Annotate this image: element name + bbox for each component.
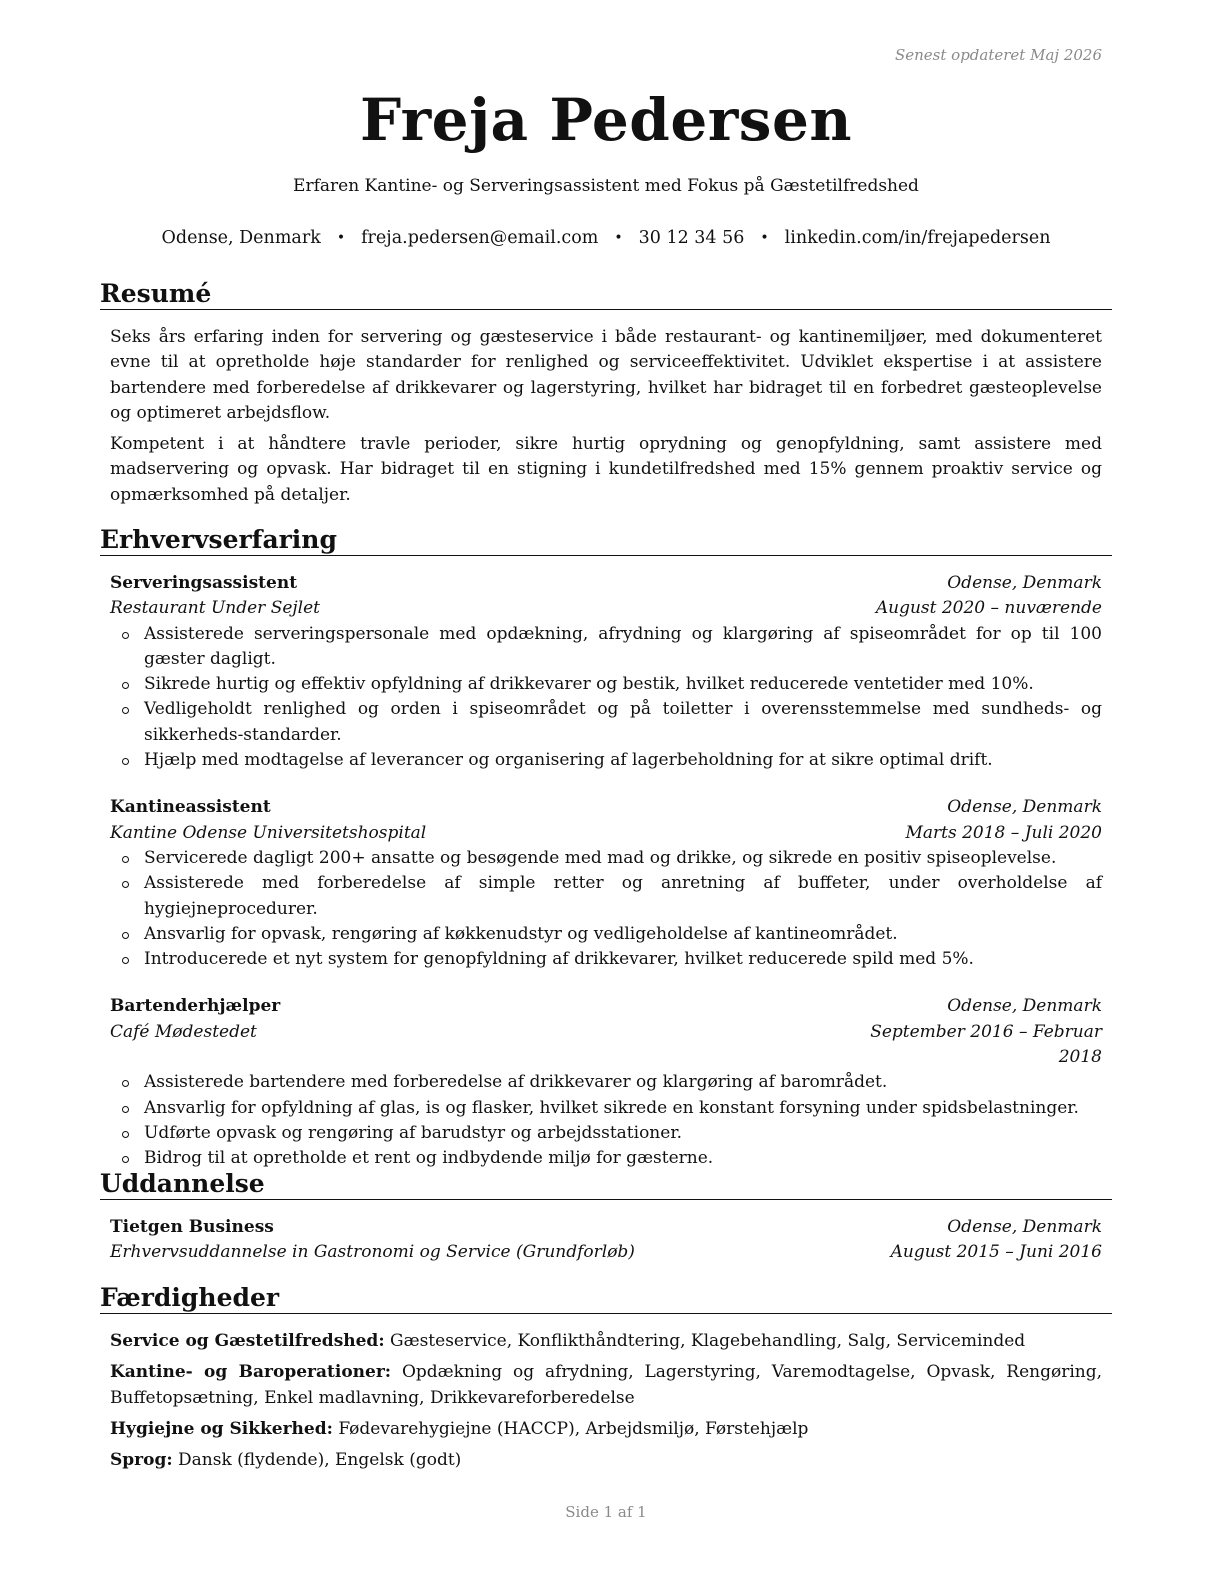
education-entry <box>110 1215 1102 1266</box>
contact-location: Odense, Denmark <box>161 228 321 248</box>
tagline: Erfaren Kantine- og Serveringsassistent med Fokus på Gæstetilfredshed <box>293 176 919 196</box>
circle-bullet-icon <box>122 881 129 888</box>
bullet-text: Bidrog til at opretholde et rent og indbydende miljø for gæsterne. <box>144 1148 714 1169</box>
bullet-text: Assisterede med forberedelse af simple retter og anretning af buffeter, under overholdelse af hygiejneprocedurer. <box>144 873 1102 919</box>
job-company: Café Mødestedet <box>110 1021 257 1042</box>
bullet-text: Assisterede serveringspersonale med opdækning, afrydning og klargøring af spiseområdet for op til 100 gæster dagligt. <box>144 623 1102 669</box>
skill-label: Hygiejne og Sikkerhed: <box>110 1418 333 1439</box>
circle-bullet-icon <box>122 932 129 939</box>
circle-bullet-icon <box>122 632 129 639</box>
bullet-text: Ansvarlig for opvask, rengøring af køkkenudstyr og vedligeholdelse af kantineområdet. <box>144 923 898 944</box>
last-updated: Senest opdateret Maj 2026 <box>894 46 1102 64</box>
resume-page <box>100 0 1112 1584</box>
job-location: Odense, Denmark <box>947 797 1102 818</box>
list-item <box>110 1146 1102 1171</box>
job-bullets <box>110 1070 1102 1171</box>
list-item <box>110 622 1102 673</box>
circle-bullet-icon <box>122 1131 129 1138</box>
education-heading: Uddannelse <box>100 1169 1112 1200</box>
bullet-text: Assisterede bartendere med forberedelse af drikkevarer og klargøring af barområdet. <box>144 1072 888 1093</box>
list-item <box>110 871 1102 922</box>
job-entry <box>110 994 1102 1171</box>
candidate-name: Freja Pedersen <box>359 86 853 154</box>
bullet-text: Servicerede dagligt 200+ ansatte og besøgende med mad og drikke, og sikrede en positiv spiseoplevelse. <box>144 847 1057 868</box>
job-title: Bartenderhjælper <box>110 996 281 1017</box>
skill-group <box>110 1360 1102 1411</box>
job-entry <box>110 795 1102 972</box>
job-title: Serveringsassistent <box>110 573 298 593</box>
skills-section <box>100 1283 1112 1473</box>
circle-bullet-icon <box>122 1156 129 1163</box>
job-dates: August 2020 – nuværende <box>875 598 1102 619</box>
skill-items: Fødevarehygiejne (HACCP), Arbejdsmiljø, Førstehjælp <box>338 1418 809 1439</box>
job-bullets <box>110 846 1102 972</box>
list-item <box>110 1070 1102 1095</box>
job-entry <box>110 571 1102 773</box>
job-dates: Marts 2018 – Juli 2020 <box>905 822 1102 843</box>
skill-items: Gæsteservice, Konflikthåndtering, Klagebehandling, Salg, Serviceminded <box>390 1331 1026 1351</box>
job-location: Odense, Denmark <box>947 573 1102 593</box>
circle-bullet-icon <box>122 856 129 863</box>
page-number: Side 1 af 1 <box>565 1503 647 1521</box>
contact-phone: 30 12 34 56 <box>638 228 745 248</box>
bullet-text: Introducerede et nyt system for genopfyldning af drikkevarer, hvilket reducerede spild med 5%. <box>144 949 974 970</box>
separator-bullet: • <box>336 230 346 246</box>
summary-section <box>100 279 1112 508</box>
job-bullets <box>110 622 1102 774</box>
contact-email[interactable]: freja.pedersen@email.com <box>361 228 599 248</box>
bullet-text: Sikrede hurtig og effektiv opfyldning af drikkevarer og bestik, hvilket reducerede ventetider med 10%. <box>144 674 1034 695</box>
list-item <box>110 697 1102 748</box>
circle-bullet-icon <box>122 682 129 689</box>
list-item <box>110 846 1102 871</box>
separator-bullet: • <box>760 230 769 246</box>
circle-bullet-icon <box>122 758 129 765</box>
skill-group <box>110 1417 1102 1442</box>
summary-heading: Resumé <box>100 279 1112 310</box>
bullet-text: Udførte opvask og rengøring af barudstyr og arbejdsstationer. <box>144 1122 682 1143</box>
education-dates: August 2015 – Juni 2016 <box>890 1242 1102 1263</box>
skill-group <box>110 1448 1102 1473</box>
skill-label: Kantine- og Baroperationer: <box>110 1362 392 1383</box>
skill-items: Opdækning og afrydning, Lagerstyring, Varemodtagelse, Opvask, Rengøring, Buffetopsætning, Enkel madlavning, Drikkevareforberedelse <box>110 1362 1103 1408</box>
degree: Erhvervsuddannelse in Gastronomi og Service (Grundforløb) <box>110 1242 635 1263</box>
skills-heading: Færdigheder <box>100 1283 1112 1314</box>
bullet-text: Ansvarlig for opfyldning af glas, is og flasker, hvilket sikrede en konstant forsyning under spidsbelastninger. <box>144 1097 1079 1118</box>
job-dates: September 2016 – Februar 2018 <box>870 1021 1102 1068</box>
list-item <box>110 922 1102 947</box>
education-section <box>100 1169 1112 1266</box>
list-item <box>110 1121 1102 1146</box>
list-item <box>110 672 1102 697</box>
summary-paragraph: Seks års erfaring inden for servering og gæsteservice i både restaurant- og kantinemiljøer, med dokumenteret evne til at opretholde høje standarder for renlighed og serviceeffektivitet. Udviklet ekspertise i at assistere bartendere med forberedelse af drikkevarer og lagerstyring, hvilket har bidraget til en forbedret gæsteoplevelse og optimeret arbejdsflow. <box>110 327 1102 423</box>
skill-items: Dansk (flydende), Engelsk (godt) <box>178 1450 462 1471</box>
school-name: Tietgen Business <box>110 1217 274 1237</box>
contact-line <box>100 228 1112 248</box>
job-company: Kantine Odense Universitetshospital <box>110 822 427 843</box>
separator-bullet: • <box>614 230 623 246</box>
bullet-text: Hjælp med modtagelse af leverancer og organisering af lagerbeholdning for at sikre optimal drift. <box>144 750 993 771</box>
experience-heading: Erhvervserfaring <box>100 525 1112 556</box>
experience-section <box>100 525 1112 1172</box>
job-company: Restaurant Under Sejlet <box>110 598 321 619</box>
list-item <box>110 1096 1102 1121</box>
summary-paragraph: Kompetent i at håndtere travle perioder, sikre hurtig oprydning og genopfyldning, samt assistere med madservering og opvask. Har bidraget til en stigning i kundetilfredshed med 15% gennem proaktiv service og opmærksomhed på detaljer. <box>110 434 1102 505</box>
list-item <box>110 748 1102 773</box>
skill-label: Sprog: <box>110 1450 173 1471</box>
skill-group <box>110 1329 1102 1354</box>
circle-bullet-icon <box>122 1080 129 1087</box>
circle-bullet-icon <box>122 957 129 964</box>
bullet-text: Vedligeholdt renlighed og orden i spiseområdet og på toiletter i overensstemmelse med sundheds- og sikkerheds-standarder. <box>144 699 1102 745</box>
job-location: Odense, Denmark <box>947 996 1102 1017</box>
circle-bullet-icon <box>122 707 129 714</box>
job-title: Kantineassistent <box>110 797 271 818</box>
school-location: Odense, Denmark <box>947 1217 1102 1237</box>
contact-linkedin[interactable]: linkedin.com/in/frejapedersen <box>784 228 1051 248</box>
skill-label: Service og Gæstetilfredshed: <box>110 1331 385 1351</box>
list-item <box>110 947 1102 972</box>
circle-bullet-icon <box>122 1106 129 1113</box>
